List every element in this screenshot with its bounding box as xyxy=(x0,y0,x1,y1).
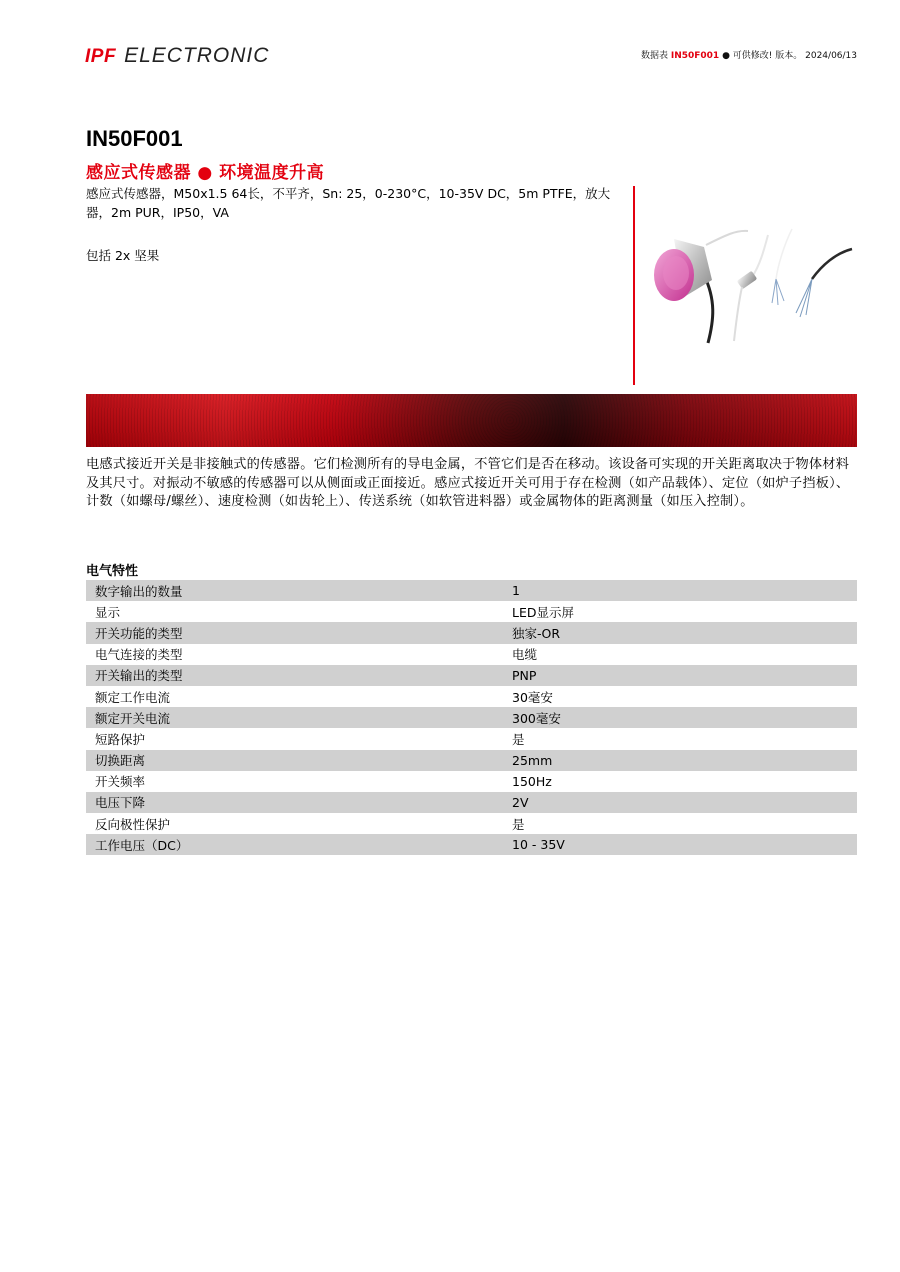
spec-value: 25mm xyxy=(512,752,553,768)
table-row xyxy=(86,580,857,601)
spec-value: LED显示屏 xyxy=(512,604,574,620)
table-row xyxy=(86,644,857,665)
spec-value: PNP xyxy=(512,667,537,683)
table-row xyxy=(86,622,857,643)
header-version: 可供修改! 版本。 2024/06/13 xyxy=(732,51,857,61)
spec-label: 切换距离 xyxy=(95,753,146,769)
spec-value: 10 - 35V xyxy=(512,837,565,853)
spec-label: 短路保护 xyxy=(95,731,146,747)
spec-label: 额定开关电流 xyxy=(95,710,171,726)
spec-label: 显示 xyxy=(95,604,121,620)
table-row xyxy=(86,813,857,834)
red-divider-line xyxy=(633,186,635,385)
table-row xyxy=(86,665,857,686)
spec-value: 电缆 xyxy=(512,647,538,663)
spec-label: 额定工作电流 xyxy=(95,689,171,705)
header-bullet: ● xyxy=(722,51,730,61)
product-note: 包括 2x 坚果 xyxy=(86,248,160,263)
spec-value: 独家-OR xyxy=(512,625,561,641)
spec-label: 开关功能的类型 xyxy=(95,625,183,641)
spec-value: 是 xyxy=(512,816,525,832)
spec-label: 工作电压（DC） xyxy=(95,837,189,853)
table-row xyxy=(86,686,857,707)
table-row xyxy=(86,771,857,792)
spec-label: 电压下降 xyxy=(95,795,146,811)
brand-logo xyxy=(85,44,269,70)
table-row xyxy=(86,728,857,749)
table-row xyxy=(86,707,857,728)
logo-ipf: IPF xyxy=(85,46,117,67)
spec-value: 是 xyxy=(512,731,525,747)
spec-value: 300毫安 xyxy=(512,710,561,726)
product-subtitle: 感应式传感器 ● 环境温度升高 xyxy=(86,163,325,183)
spec-label: 开关频率 xyxy=(95,774,146,790)
datasheet-header-info xyxy=(641,48,857,61)
spec-value: 30毫安 xyxy=(512,689,553,705)
spec-value: 150Hz xyxy=(512,773,552,789)
product-title: IN50F001 xyxy=(86,126,183,151)
spec-label: 电气连接的类型 xyxy=(95,647,183,663)
spec-label: 数字输出的数量 xyxy=(95,583,183,599)
product-image xyxy=(646,225,858,347)
spec-label: 反向极性保护 xyxy=(95,816,171,832)
banner-shading xyxy=(86,394,857,447)
header-product-code: IN50F001 xyxy=(670,51,720,61)
table-row xyxy=(86,792,857,813)
table-row xyxy=(86,834,857,855)
spec-value: 2V xyxy=(512,794,529,810)
table-row xyxy=(86,601,857,622)
electrical-spec-table xyxy=(86,580,857,855)
table-row xyxy=(86,750,857,771)
spec-label: 开关输出的类型 xyxy=(95,668,183,684)
electrical-section-title: 电气特性 xyxy=(86,564,139,579)
product-description: 感应式传感器，M50x1.5 64长，不平齐，Sn: 25，0-230°C，10-35V DC，5m PTFE，放大器，2m PUR，IP50，VA xyxy=(86,186,611,220)
header-prefix: 数据表 xyxy=(640,51,668,61)
logo-electronic: ELECTRONIC xyxy=(124,44,270,67)
spec-value: 1 xyxy=(512,583,520,599)
product-body-text: 电感式接近开关是非接触式的传感器。它们检测所有的导电金属，不管它们是否在移动。该设备可实现的开关距离取决于物体材料及其尺寸。对振动不敏感的传感器可以从侧面或正面接近。感应式接近开关可用于存在检测（如产品载体）、定位（如炉子挡板）、计数（如螺母/螺丝）、速度检测（如齿轮上）、传送系统（如软管进料器）或金属物体的距离测量（如压入控制）。 xyxy=(86,457,850,509)
